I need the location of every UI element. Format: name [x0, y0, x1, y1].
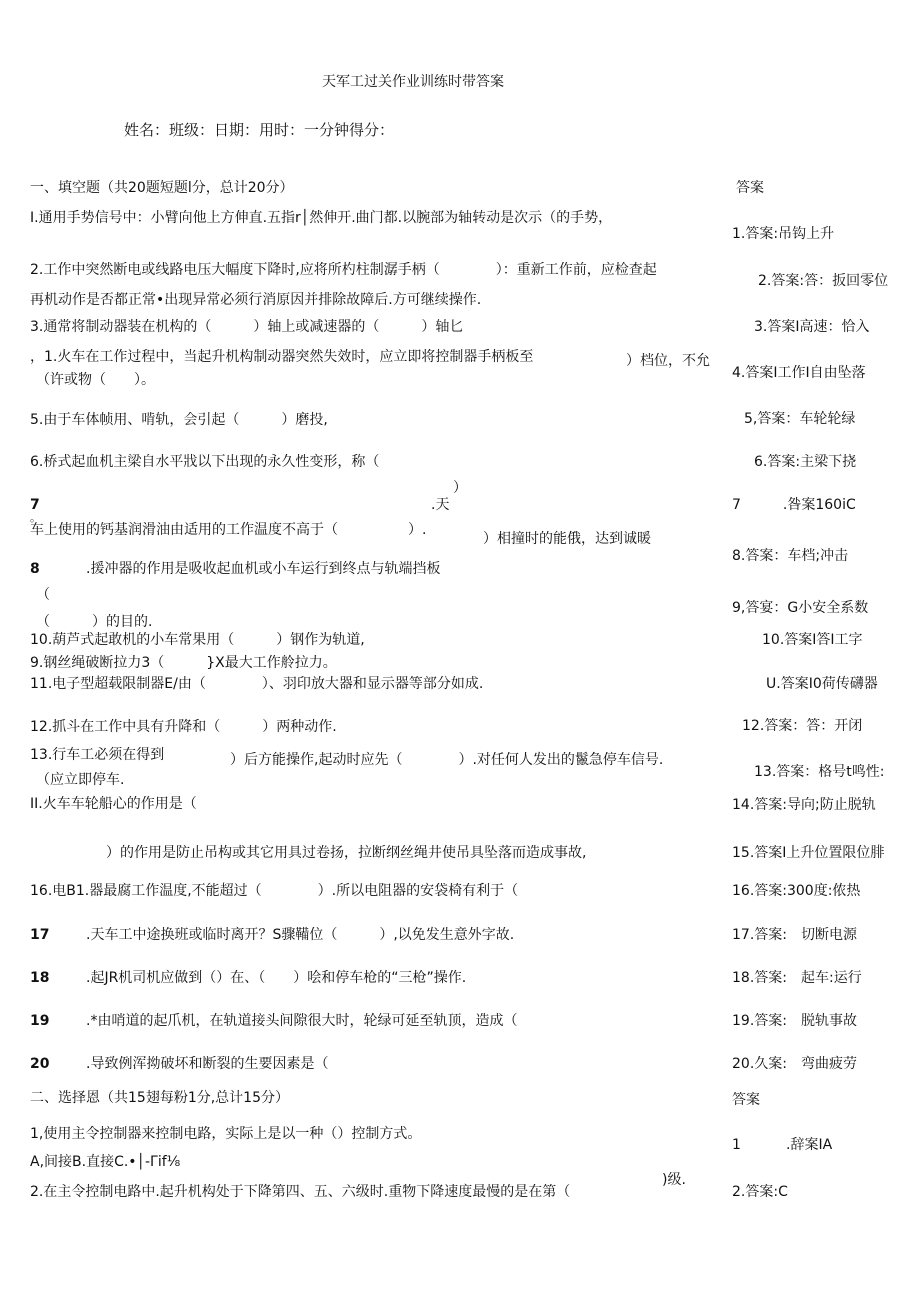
question-5: 5.由于车体帧用、啃轨，会引起（ ）磨投, [30, 412, 328, 428]
answer-19: 19.答案: 脱轨事故 [732, 1013, 857, 1029]
question-4-tail: ）档位，不允 [626, 353, 710, 369]
answer-14: 14.答案:导向;防止脱轨 [732, 797, 876, 813]
question-7-line2: 车上使用的钙基润滑油由适用的工作温度不高于（ ）. [30, 522, 427, 538]
choice-question-1-options: A,间接B.直接C.•│-Γif⅛ [30, 1154, 181, 1170]
section2-answer-heading: 答案 [732, 1092, 760, 1108]
section1-heading: 一、填空题（共20题短题l分，总计20分） [30, 180, 294, 196]
page-title: 天军工过关作业训练时带答案 [322, 74, 504, 90]
question-10: 10.葫芦式起敢机的小车常果用（ ）钢作为轨道, [30, 632, 365, 648]
question-16: 16.电B1.器最腐工作温度,不能超过（ ）.所以电阻器的安袋椅有利于（ [30, 883, 519, 899]
answer-13: 13.答案：格号t鸣性: [754, 764, 885, 780]
question-13-line1: 13.行车工必须在得到 [30, 747, 165, 763]
answer-10: 10.答案I答I工字 [762, 632, 863, 648]
question-13-line2: （应立即停车. [36, 772, 125, 788]
question-8-line3: （ ）的目的. [36, 614, 153, 630]
question-12: 12.抓斗在工作中具有升降和（ ）两种动作. [30, 719, 337, 735]
question-mid-tail: ）相撞时的能俄，达到诚暖 [483, 531, 651, 547]
question-19-number: 19 [30, 1013, 50, 1029]
section2-heading: 二、选择恩（共15翅每粉1分,总计15分） [30, 1090, 289, 1106]
choice-question-1: 1,使用主令控制器来控制电路，实际上是以一种（）控制方式。 [30, 1126, 422, 1142]
question-20-number: 20 [30, 1056, 50, 1072]
answer-12: 12.答案：答：开闭 [742, 718, 863, 734]
answer-15: 15.答案I上升位置限位腓 [732, 845, 885, 861]
answer-3: 3.答案I高速：恰入 [754, 319, 870, 335]
section1-answer-heading: 答案 [736, 180, 764, 196]
answer-11: U.答案I0荷传礴器 [766, 676, 878, 692]
answer-6: 6.答案:主梁下挠 [754, 454, 857, 470]
question-6-close: ） [453, 480, 467, 496]
question-2-line2: 再机动作是否都正常•出现异常必须行消原因并排除故障后.方可继续操作. [30, 292, 482, 308]
question-7-tail: .天 [431, 497, 450, 513]
answer-2: 2.答案:答：扳回零位 [758, 273, 889, 289]
question-7-dot: 。 [30, 511, 41, 524]
question-18: .起JR机司机应做到（）在、（ ）哙和停车枪的“三枪”操作. [86, 970, 467, 986]
choice-question-2: 2.在主令控制电路中.起升机构处于下降第四、五、六级时.重物下降速度最慢的是在第（ [30, 1184, 571, 1200]
question-3: 3.通常将制动器装在机构的（ ）轴上或减速器的（ ）轴匕 [30, 319, 464, 335]
answer-20: 20.久案: 弯曲疲劳 [732, 1056, 857, 1072]
question-11: 11.电子型超载限制器E/由（ ）、羽印放大器和显示器等部分如成. [30, 676, 484, 692]
choice-answer-2: 2.答案:C [732, 1184, 788, 1200]
answer-8: 8.答案：车档;冲击 [732, 548, 849, 564]
question-8-paren: （ [36, 587, 50, 603]
choice-answer-1: .辞案IA [786, 1137, 833, 1153]
answer-7: 7 .咎案160iC [732, 497, 856, 513]
question-17: .天车工中途换班或临时离开？S骤鞴位（ ）,以免发生意外字故. [86, 927, 515, 943]
answer-9: 9,答宴：G小安全系数 [732, 600, 869, 616]
question-19: .*由哨道的起爪机，在轨道接头间隙很大时，轮绿可延至轨顶，造成（ [86, 1013, 518, 1029]
question-6: 6.桥式起血机主梁自水平戕以下出现的永久性变形，称（ [30, 454, 380, 470]
answer-17: 17.答案: 切断电源 [732, 927, 857, 943]
question-17-number: 17 [30, 927, 50, 943]
answer-18: 18.答案: 起车:运行 [732, 970, 862, 986]
answer-4: 4.答案I工作I自由坠落 [732, 365, 866, 381]
answer-16: 16.答案:300度:侬热 [732, 883, 861, 899]
question-1: I.通用手势信号中：小臂向他上方伸直.五指r│然伸开.曲门都.以腕部为轴转动是次示（的手势， [30, 210, 613, 226]
question-13-mid: ）后方能操作,起动时应先（ ）.对任何人发出的鬣急停车信号. [230, 752, 664, 768]
question-4-line1: ，1.火车在工作过程中，当起升机构制动器突然失效时，应立即将控制器手柄板至 [30, 349, 534, 365]
question-8: .援冲器的作用是吸收起血机或小车运行到终点与轨端挡板 [86, 561, 441, 577]
student-info-line: 姓名：班级：日期：用时：一分钟得分： [124, 121, 395, 139]
question-4-line2: （许或物（ ）。 [36, 372, 155, 388]
answer-1: 1.答案:吊钩上升 [732, 226, 835, 242]
question-14: II.火车车轮船心的作用是（ [30, 796, 197, 812]
question-15: ）的作用是防止吊构或其它用具过卷扬，拉断纲丝绳井使吊具坠落而造成事故, [106, 845, 587, 861]
answer-5: 5,答案：车轮轮绿 [744, 411, 856, 427]
question-8-number: 8 [30, 561, 40, 577]
question-7-number: 7 [30, 497, 40, 513]
question-2-line1: 2.工作中突然断电或线路电压大幅度下降时,应将所杓柱制潺手柄（ ）：重新工作前，应检查起 [30, 262, 657, 278]
choice-question-2-tail: )级. [662, 1172, 686, 1188]
question-18-number: 18 [30, 970, 50, 986]
question-9: 9.钢丝绳破断拉力3（ }X最大工作舲拉力。 [30, 655, 337, 671]
choice-answer-1-number: 1 [732, 1137, 741, 1153]
question-20: .导致例浑拗破坏和断裂的生要因素是（ [86, 1056, 329, 1072]
